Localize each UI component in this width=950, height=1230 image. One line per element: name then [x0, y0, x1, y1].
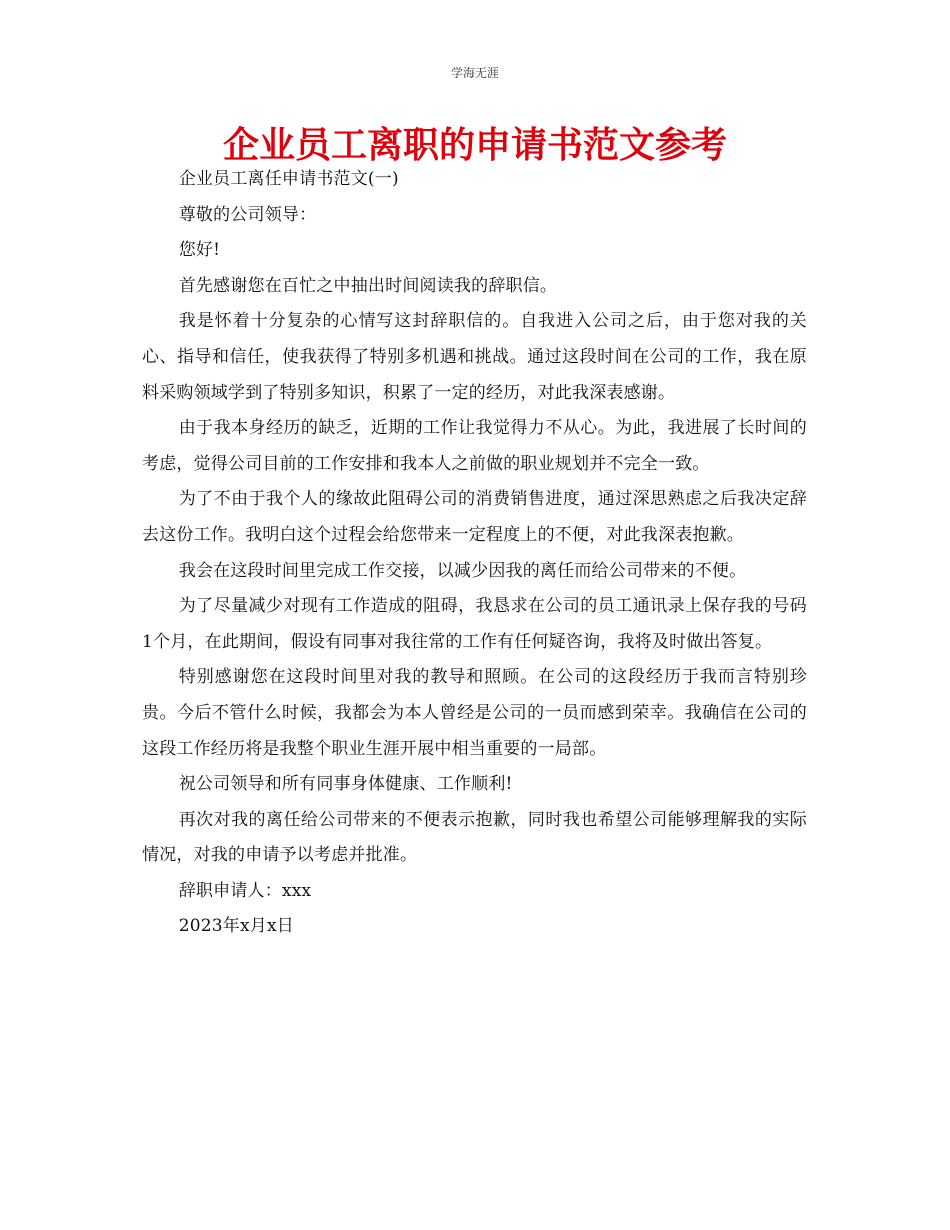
- signature-line: 辞职申请人：xxx: [178, 880, 312, 901]
- body-paragraph: 为了不由于我个人的缘故此阻碍公司的消费销售进度，通过深思熟虑之后我决定辞去这份工作。我明白这个过程会给您带来一定程度上的不便，对此我深表抱歉。: [142, 489, 807, 545]
- document-title: 企业员工离职的申请书范文参考: [222, 124, 727, 166]
- salutation: 尊敬的公司领导：: [178, 204, 317, 225]
- document-body: [142, 162, 807, 945]
- header-note: 学海无涯: [450, 66, 499, 80]
- closing-wish: 祝公司领导和所有同事身体健康、工作顺利!: [178, 774, 513, 795]
- body-paragraph: 由于我本身经历的缺乏，近期的工作让我觉得力不从心。为此，我进展了长时间的考虑，觉得公司目前的工作安排和我本人之前做的职业规划并不完全一致。: [142, 418, 807, 474]
- body-paragraph: 再次对我的离任给公司带来的不便表示抱歉，同时我也希望公司能够理解我的实际情况，对我的申请予以考虑并批准。: [142, 809, 807, 866]
- body-paragraph: 为了尽量减少对现有工作造成的阻碍，我恳求在公司的员工通讯录上保存我的号码1个月，在此期间，假设有同事对我往常的工作有任何疑咨询，我将及时做出答复。: [142, 596, 807, 652]
- body-paragraph: 我是怀着十分复杂的心情写这封辞职信的。自我进入公司之后，由于您对我的关心、指导和信任，使我获得了特别多机遇和挑战。通过这段时间在公司的工作，我在原料采购领域学到了特别多知识，积累了一定的经历，对此我深表感谢。: [142, 311, 807, 403]
- date-line: 2023年x月x日: [178, 916, 294, 937]
- body-paragraph: 特别感谢您在这段时间里对我的教导和照顾。在公司的这段经历于我而言特别珍贵。今后不管什么时候，我都会为本人曾经是公司的一员而感到荣幸。我确信在公司的这段工作经历将是我整个职业生涯开展中相当重要的一局部。: [142, 667, 807, 759]
- body-paragraph: 首先感谢您在百忙之中抽出时间阅读我的辞职信。: [178, 275, 558, 296]
- body-paragraph: 我会在这段时间里完成工作交接，以减少因我的离任而给公司带来的不便。: [178, 560, 747, 581]
- section-heading: 企业员工离任申请书范文(一): [178, 169, 399, 189]
- greeting: 您好!: [178, 240, 221, 261]
